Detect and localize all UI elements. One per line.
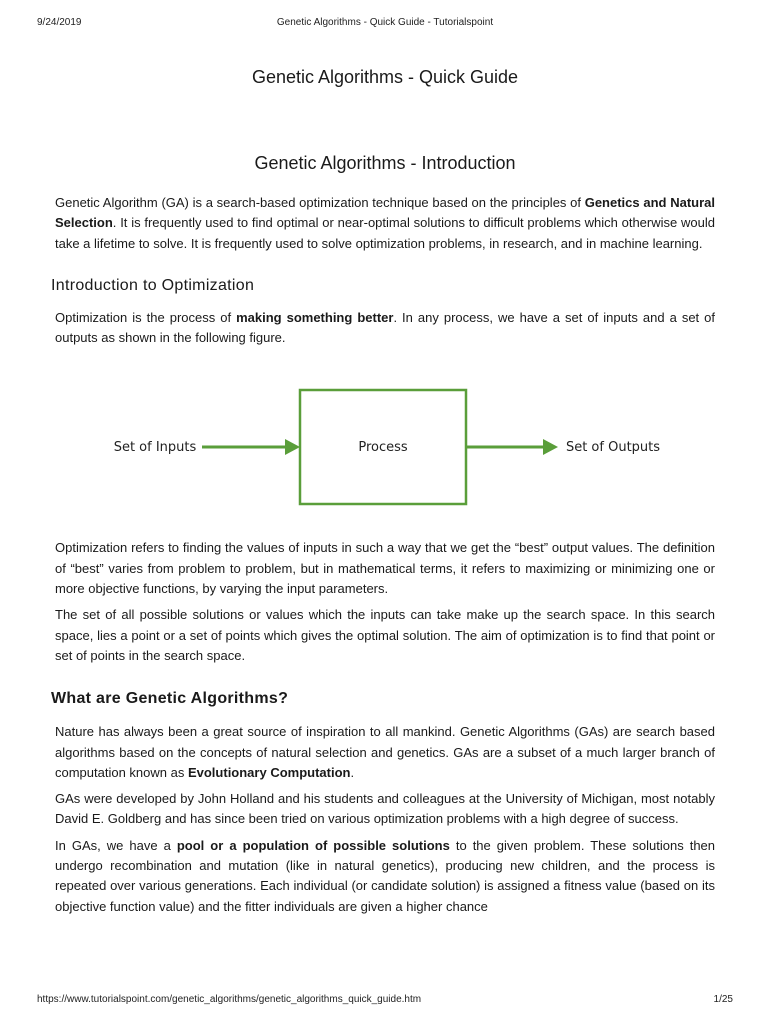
section-title: Genetic Algorithms - Introduction: [254, 153, 516, 173]
source-url-link[interactable]: https://www.tutorialspoint.com/genetic_algorithms/genetic_algorithms_quick_guide.htm: [37, 994, 422, 1005]
gas3-text-1: In GAs, we have a: [55, 837, 177, 853]
document-body: [51, 60, 716, 917]
print-date: 9/24/2019: [37, 17, 82, 28]
optimization-paragraph-3: The set of all possible solutions or values which the inputs can take make up the search space. In this search space, lies a point or a set of points which gives the optimal solution. The aim of optimization is to find that point or set of points in the search space.: [55, 607, 715, 663]
opt-text-1: Optimization is the process of: [55, 309, 237, 325]
what-are-gas-heading: What are Genetic Algorithms?: [51, 690, 289, 708]
optimization-paragraph-2: Optimization refers to finding the values of inputs in such a way that we get the “best” output values. The definition of “best” varies from problem to problem, but in mathematical terms, it refers to maximizing or minimizing one or more objective functions, by varying the input parameters.: [55, 540, 715, 597]
diagram-process-label: Process: [358, 440, 408, 456]
process-diagram-svg: [55, 388, 715, 508]
gas3-bold-1: pool or a population of possible solutions: [176, 837, 450, 853]
page-number: 1/25: [713, 994, 733, 1005]
intro-bold-1: Genetics and Natural Selection: [55, 195, 715, 231]
print-document-title: Genetic Algorithms - Quick Guide - Tutorialspoint: [276, 17, 494, 28]
process-diagram: [55, 388, 715, 508]
intro-text-2: . It is frequently used to find optimal or near-optimal solutions to difficult problems which otherwise would take a lifetime to solve. It is frequently used to solve optimization problems, in research, and in machine learning.: [55, 215, 715, 251]
gas3-text-2: to the given problem. These solutions then undergo recombination and mutation (like in natural genetics), producing new children, and the process is repeated over various generations. Each individual (or candidate solution) is assigned a fitness value (based on its objective function value) and the fitter individuals are given a higher chance: [55, 837, 716, 914]
gas-bold-1: Evolutionary Computation: [187, 764, 351, 780]
gas-text-2: .: [350, 764, 355, 780]
print-header: [37, 17, 733, 31]
gas-paragraph-3: [55, 836, 715, 917]
page-title: Genetic Algorithms - Quick Guide: [251, 67, 519, 87]
gas-paragraph-1: [55, 722, 715, 783]
opt-bold-1: making something better: [236, 309, 394, 325]
print-footer: [37, 994, 733, 1008]
optimization-paragraph-1: [55, 308, 715, 349]
intro-text-1: Genetic Algorithm (GA) is a search-based optimization technique based on the principles of: [55, 195, 585, 210]
gas-text-1: Nature has always been a great source of inspiration to all mankind. Genetic Algorithms (GAs) are search based algorithms based on the concepts of natural selection and genetics. GAs are a subset of a much larger branch of computation known as: [55, 724, 715, 780]
diagram-input-label: Set of Inputs: [113, 440, 197, 456]
gas-paragraph-2: GAs were developed by John Holland and his students and colleagues at the University of Michigan, most notably David E. Goldberg and has since been tried on various optimization problems with a high degree of success.: [55, 791, 715, 827]
diagram-output-label: Set of Outputs: [565, 440, 661, 456]
output-arrow-head-icon: [543, 439, 558, 455]
input-arrow-head-icon: [285, 439, 300, 455]
intro-paragraph: [55, 193, 715, 254]
optimization-heading: Introduction to Optimization: [51, 276, 255, 294]
opt-text-2: . In any process, we have a set of inputs and a set of outputs as shown in the following figure.: [55, 309, 715, 346]
